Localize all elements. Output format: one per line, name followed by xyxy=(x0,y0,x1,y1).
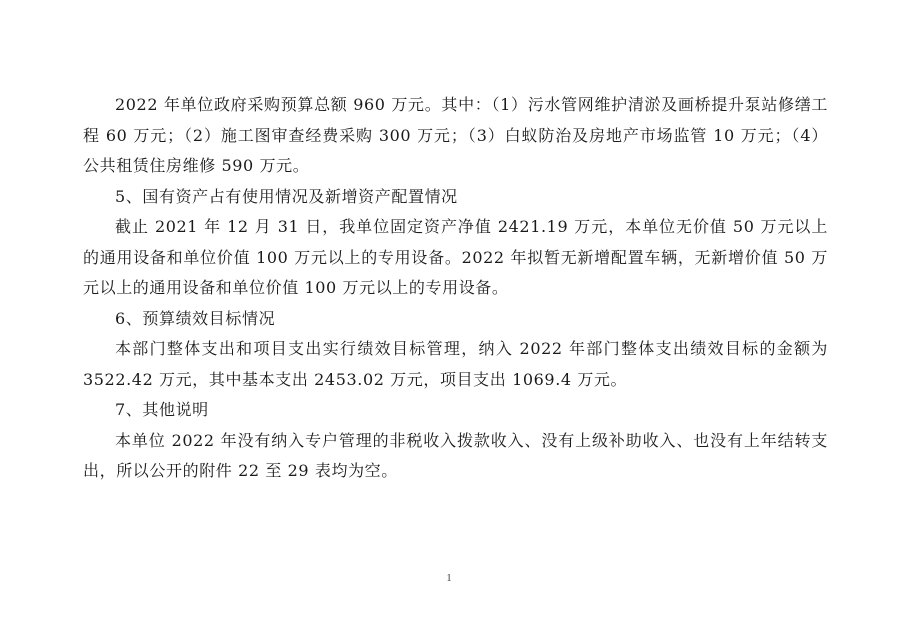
section-heading-performance-goals: 6、预算绩效目标情况 xyxy=(115,308,276,328)
document-body xyxy=(83,90,828,487)
paragraph-procurement-budget: 2022 年单位政府采购预算总额 960 万元。其中：（1）污水管网维护清淤及画桥提升泵站修缮工程 60 万元；（2）施工图审查经费采购 300 万元；（3）白蚁防治及房地产市场监管 10 万元；（4）公共租赁住房维修 590 万元。 xyxy=(83,95,828,175)
section-heading-other-notes: 7、其他说明 xyxy=(115,400,209,419)
page-number: 1 xyxy=(446,573,452,584)
paragraph-performance-goals: 本部门整体支出和项目支出实行绩效目标管理，纳入 2022 年部门整体支出绩效目标的金额为3522.42 万元，其中基本支出 2453.02 万元，项目支出 1069.4 万元。 xyxy=(83,339,828,389)
paragraph-other-notes: 本单位 2022 年没有纳入专户管理的非税收入拨款收入、没有上级补助收入、也没有上年结转支出，所以公开的附件 22 至 29 表均为空。 xyxy=(83,430,828,480)
section-heading-state-assets: 5、国有资产占有使用情况及新增资产配置情况 xyxy=(115,186,458,206)
paragraph-state-assets: 截止 2021 年 12 月 31 日，我单位固定资产净值 2421.19 万元，本单位无价值 50 万元以上的通用设备和单位价值 100 万元以上的专用设备。2022 年拟暂无新增配置车辆，无新增价值 50 万元以上的通用设备和单位价值 100 万元以上的专用设备。 xyxy=(83,217,828,297)
